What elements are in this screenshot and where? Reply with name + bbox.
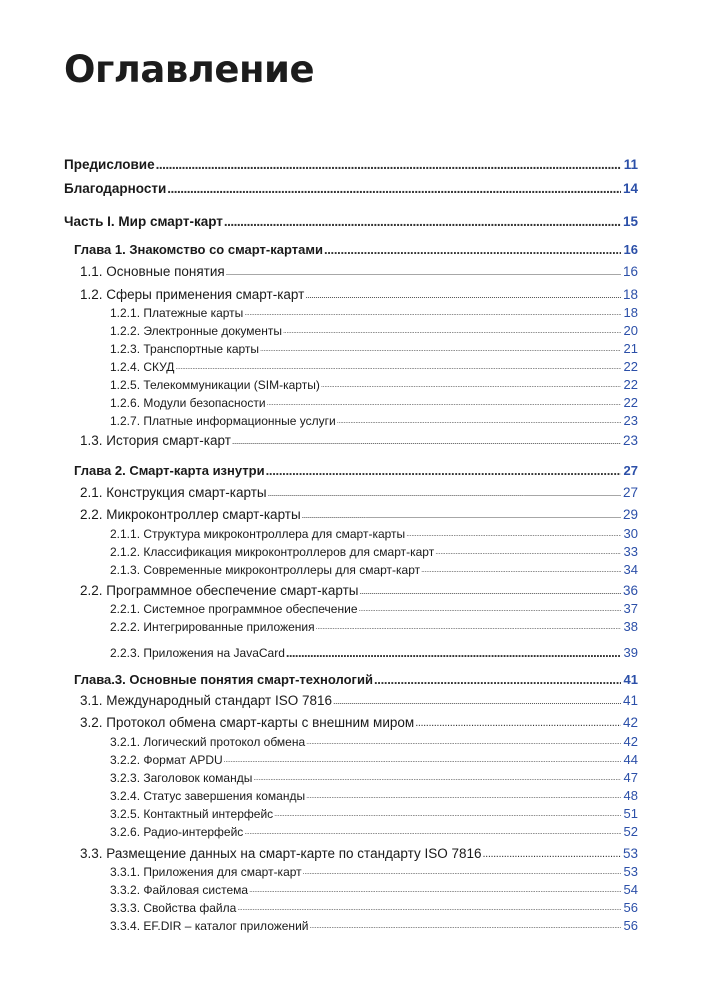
toc-entry[interactable] <box>110 340 638 358</box>
toc-entry-title: 3.3. Размещение данных на смарт-карте по стандарту ISO 7816 <box>80 846 482 861</box>
toc-entry-title: 3.2.2. Формат APDU <box>110 753 223 767</box>
toc-entry[interactable] <box>110 881 638 899</box>
toc-leader-dots <box>309 917 621 935</box>
toc-entry-title: 1.2.1. Платежные карты <box>110 306 244 320</box>
toc-page-number: 16 <box>623 242 638 257</box>
toc-page-number: 44 <box>623 752 638 767</box>
toc-leader-dots <box>244 304 621 322</box>
toc-leader-dots <box>232 432 621 450</box>
toc-entry[interactable] <box>110 618 638 636</box>
toc-entry-title: 2.2. Микроконтроллер смарт-карты <box>80 507 301 522</box>
toc-page-number: 53 <box>622 846 638 861</box>
toc-entry[interactable] <box>110 358 638 376</box>
toc-leader-dots <box>260 340 621 358</box>
toc-page-number: 48 <box>623 788 638 803</box>
toc-entry[interactable] <box>80 484 638 502</box>
toc-entry[interactable] <box>80 714 638 732</box>
toc-page-number: 23 <box>623 413 638 428</box>
toc-leader-dots <box>226 263 621 281</box>
toc-page-number: 21 <box>623 341 638 356</box>
toc-page-number: 54 <box>623 882 638 897</box>
toc-leader-dots <box>303 863 621 881</box>
toc-page-number: 18 <box>622 287 638 302</box>
toc-entry-title: 2.2. Программное обеспечение смарт-карты <box>80 583 359 598</box>
toc-page-number: 33 <box>623 544 638 559</box>
toc-entry[interactable] <box>110 412 638 430</box>
toc-page-number: 47 <box>623 770 638 785</box>
toc-leader-dots <box>167 180 621 198</box>
toc-entry[interactable] <box>80 286 638 304</box>
toc-page-number: 56 <box>623 900 638 915</box>
toc-entry-title: 3.2.1. Логический протокол обмена <box>110 735 306 749</box>
toc-page-number: 16 <box>622 264 638 279</box>
toc-entry-title: Благодарности <box>64 181 167 196</box>
toc-entry[interactable] <box>74 241 638 259</box>
toc-entry-title: 3.3.2. Файловая система <box>110 883 249 897</box>
toc-page-number: 18 <box>623 305 638 320</box>
toc-entry-title: Часть I. Мир смарт-карт <box>64 214 223 229</box>
toc-entry[interactable] <box>110 644 638 662</box>
toc-entry[interactable] <box>110 543 638 561</box>
toc-leader-dots <box>333 692 621 710</box>
toc-leader-dots <box>374 671 621 689</box>
toc-entry[interactable] <box>110 787 638 805</box>
toc-page-number: 38 <box>623 619 638 634</box>
toc-page-number: 29 <box>622 507 638 522</box>
toc-entry-title: 1.2.3. Транспортные карты <box>110 342 260 356</box>
toc-entry-title: 2.1.1. Структура микроконтроллера для смарт-карты <box>110 527 406 541</box>
toc-entry-title: 3.2.4. Статус завершения команды <box>110 789 306 803</box>
toc-leader-dots <box>306 787 621 805</box>
toc-entry[interactable] <box>110 769 638 787</box>
toc-entry[interactable] <box>110 899 638 917</box>
toc-entry-title: 2.1.2. Классификация микроконтроллеров для смарт-карт <box>110 545 435 559</box>
toc-entry[interactable] <box>110 823 638 841</box>
toc-leader-dots <box>324 241 621 259</box>
toc-entry[interactable] <box>64 156 638 174</box>
toc-entry-title: 1.2. Сферы применения смарт-карт <box>80 287 305 302</box>
toc-entry[interactable] <box>74 671 638 689</box>
toc-page-number: 23 <box>622 433 638 448</box>
toc-leader-dots <box>249 881 621 899</box>
toc-entry[interactable] <box>110 863 638 881</box>
toc-entry-title: 3.2. Протокол обмена смарт-карты с внешним миром <box>80 715 415 730</box>
toc-page-number: 22 <box>623 377 638 392</box>
toc-entry[interactable] <box>80 506 638 524</box>
toc-page-number: 42 <box>622 715 638 730</box>
toc-entry[interactable] <box>80 263 638 281</box>
toc-leader-dots <box>302 506 621 524</box>
toc-entry-title: 1.2.2. Электронные документы <box>110 324 282 338</box>
toc-leader-dots <box>283 322 621 340</box>
toc-entry-title: 2.2.2. Интегрированные приложения <box>110 620 315 634</box>
toc-leader-dots <box>359 582 621 600</box>
toc-entry-title: 2.1.3. Современные микроконтроллеры для смарт-карт <box>110 563 421 577</box>
toc-leader-dots <box>274 805 621 823</box>
toc-page-number: 27 <box>622 485 638 500</box>
toc-entry[interactable] <box>110 376 638 394</box>
toc-page-number: 34 <box>623 562 638 577</box>
toc-entry[interactable] <box>110 561 638 579</box>
toc-page-number: 36 <box>622 583 638 598</box>
toc-entry[interactable] <box>110 751 638 769</box>
toc-entry-title: 2.1. Конструкция смарт-карты <box>80 485 267 500</box>
toc-entry[interactable] <box>110 525 638 543</box>
toc-leader-dots <box>435 543 621 561</box>
toc-entry-title: 3.1. Международный стандарт ISO 7816 <box>80 693 333 708</box>
toc-entry-title: 3.2.3. Заголовок команды <box>110 771 253 785</box>
toc-entry[interactable] <box>110 600 638 618</box>
toc-leader-dots <box>268 484 621 502</box>
toc-leader-dots <box>286 644 621 662</box>
toc-leader-dots <box>415 714 621 732</box>
toc-entry[interactable] <box>80 582 638 600</box>
toc-leader-dots <box>244 823 621 841</box>
toc-page-number: 51 <box>623 806 638 821</box>
toc-page-number: 56 <box>623 918 638 933</box>
toc-entry-title: 1.2.6. Модули безопасности <box>110 396 266 410</box>
toc-page-number: 42 <box>623 734 638 749</box>
toc-leader-dots <box>175 358 621 376</box>
toc-leader-dots <box>305 286 621 304</box>
toc-entry-title: 1.3. История смарт-карт <box>80 433 231 448</box>
toc-entry[interactable] <box>110 733 638 751</box>
toc-entry-title: Глава 2. Смарт-карта изнутри <box>74 463 265 478</box>
toc-entry[interactable] <box>110 805 638 823</box>
toc-entry-title: 1.1. Основные понятия <box>80 264 225 279</box>
toc-entry-title: 3.3.4. EF.DIR – каталог приложений <box>110 919 309 933</box>
toc-page-number: 27 <box>623 463 638 478</box>
toc-leader-dots <box>306 733 621 751</box>
toc-entry[interactable] <box>110 322 638 340</box>
toc-page-number: 41 <box>623 672 638 687</box>
toc-leader-dots <box>406 525 621 543</box>
toc-entry-title: Предисловие <box>64 157 155 172</box>
toc-page-number: 11 <box>623 157 638 172</box>
toc-page-number: 30 <box>623 526 638 541</box>
toc-entry-title: 1.2.4. СКУД <box>110 360 175 374</box>
toc-entry-title: 2.2.3. Приложения на JavaCard <box>110 646 285 660</box>
toc-entry-title: 3.3.3. Свойства файла <box>110 901 237 915</box>
toc-leader-dots <box>224 751 621 769</box>
toc-page-number: 37 <box>623 601 638 616</box>
toc-leader-dots <box>483 845 621 863</box>
toc-leader-dots <box>253 769 621 787</box>
toc-entry[interactable] <box>110 394 638 412</box>
toc-page-number: 41 <box>622 693 638 708</box>
toc-leader-dots <box>237 899 621 917</box>
toc-entry-title: 3.2.6. Радио-интерфейс <box>110 825 244 839</box>
toc-leader-dots <box>267 394 621 412</box>
toc-entry[interactable] <box>80 845 638 863</box>
toc-entry-title: Глава.3. Основные понятия смарт-технологий <box>74 672 373 687</box>
toc-leader-dots <box>337 412 621 430</box>
toc-page-number: 53 <box>623 864 638 879</box>
toc-leader-dots <box>321 376 621 394</box>
toc-page-number: 39 <box>623 645 638 660</box>
toc-entry-title: 3.2.5. Контактный интерфейс <box>110 807 274 821</box>
toc-entry[interactable] <box>110 304 638 322</box>
toc-leader-dots <box>224 213 621 231</box>
toc-page-number: 22 <box>623 395 638 410</box>
toc-page-number: 14 <box>622 181 638 196</box>
toc-entry-title: 1.2.7. Платные информационные услуги <box>110 414 336 428</box>
toc-entry[interactable] <box>110 917 638 935</box>
toc-leader-dots <box>156 156 621 174</box>
page-title: Оглавление <box>64 48 315 91</box>
toc-page-number: 22 <box>623 359 638 374</box>
toc-leader-dots <box>316 618 621 636</box>
toc-leader-dots <box>266 462 621 480</box>
toc-entry[interactable] <box>80 432 638 450</box>
toc-entry[interactable] <box>64 213 638 231</box>
toc-entry[interactable] <box>64 180 638 198</box>
toc-page-number: 15 <box>622 214 638 229</box>
toc-entry[interactable] <box>74 462 638 480</box>
toc-page-number: 20 <box>623 323 638 338</box>
toc-entry[interactable] <box>80 692 638 710</box>
toc-leader-dots <box>421 561 621 579</box>
toc-entry-title: 3.3.1. Приложения для смарт-карт <box>110 865 302 879</box>
toc-entry-title: 1.2.5. Телекоммуникации (SIM-карты) <box>110 378 320 392</box>
toc-entry-title: Глава 1. Знакомство со смарт-картами <box>74 242 323 257</box>
toc-leader-dots <box>359 600 622 618</box>
toc-entry-title: 2.2.1. Системное программное обеспечение <box>110 602 358 616</box>
toc-page-number: 52 <box>623 824 638 839</box>
